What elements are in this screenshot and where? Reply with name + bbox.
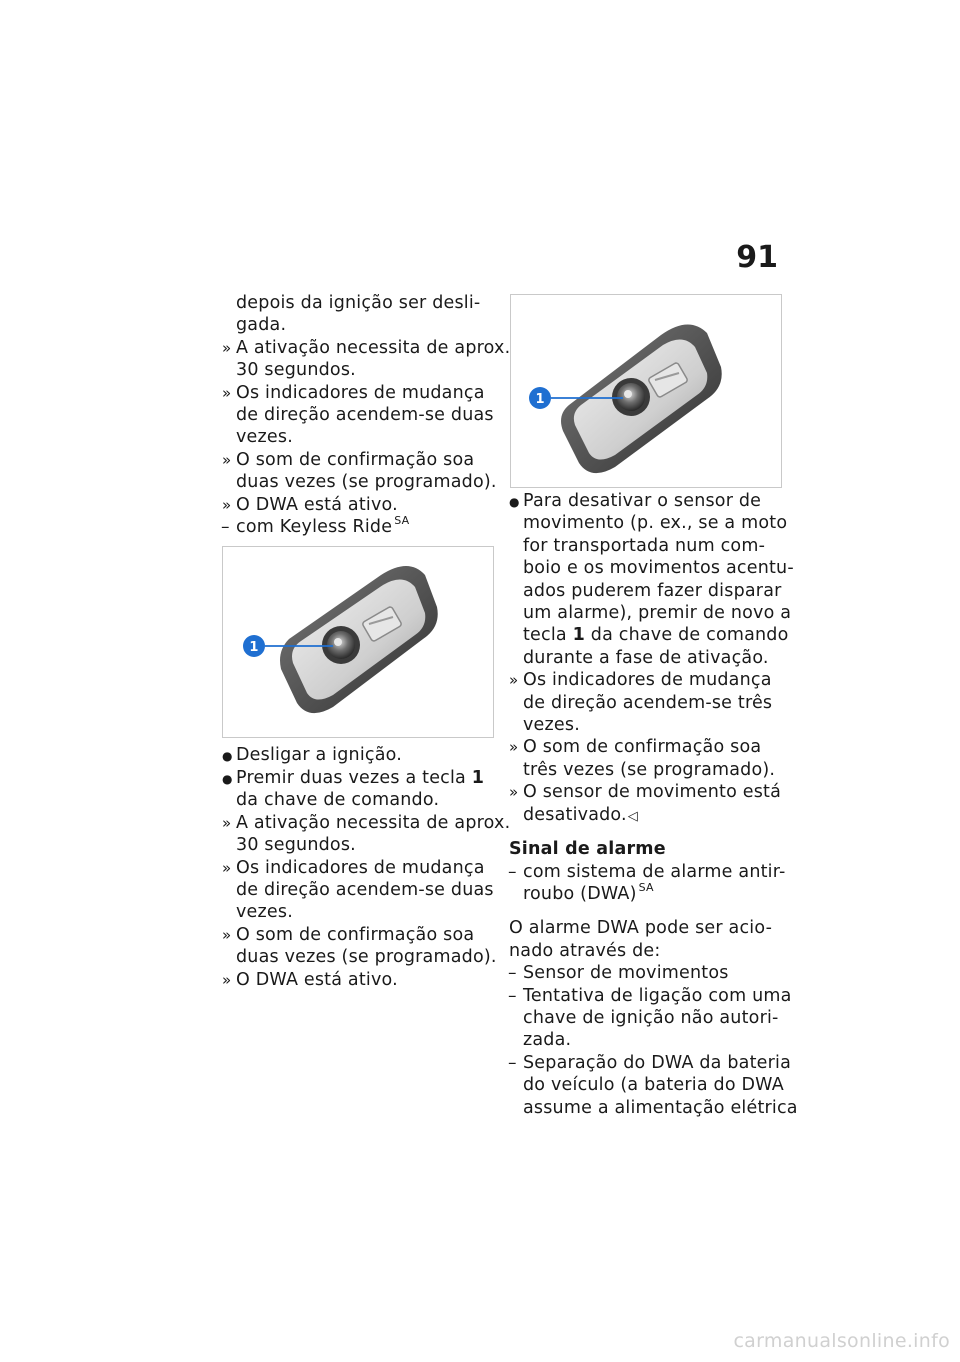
right-sa-lines bbox=[508, 861, 786, 908]
list-marker: » bbox=[509, 783, 519, 802]
line-text: tecla bbox=[523, 625, 573, 646]
text-line bbox=[509, 624, 789, 646]
line-text: O som de confirmação soa bbox=[523, 737, 762, 758]
key-reference: 1 bbox=[471, 767, 485, 788]
line-text: três vezes (se programado). bbox=[523, 759, 776, 780]
line-text: Premir duas vezes a tecla bbox=[236, 767, 472, 788]
line-text: de direção acendem-se três bbox=[523, 692, 773, 713]
text-line bbox=[508, 1052, 792, 1074]
text-line bbox=[222, 449, 494, 471]
line-text: O som de confirmação soa bbox=[236, 924, 475, 945]
callout-label: 1 bbox=[535, 392, 545, 407]
text-line bbox=[509, 512, 788, 534]
left-bottom-lines bbox=[222, 744, 511, 990]
text-line bbox=[509, 669, 781, 691]
sa-superscript: SA bbox=[394, 514, 410, 528]
list-marker: – bbox=[508, 1052, 517, 1073]
line-text: duas vezes (se programado). bbox=[236, 472, 497, 493]
text-line bbox=[509, 557, 794, 579]
line-text: Os indicadores de mudança bbox=[523, 670, 772, 691]
line-text: Os indicadores de mudança bbox=[236, 382, 485, 403]
list-marker: » bbox=[222, 858, 232, 877]
text-line bbox=[509, 1074, 784, 1096]
text-line bbox=[222, 382, 494, 404]
key-fob-illustration bbox=[223, 547, 493, 737]
text-line bbox=[509, 490, 781, 512]
line-text: vezes. bbox=[236, 902, 293, 923]
line-text: A ativação necessita de aprox. bbox=[236, 337, 511, 358]
text-line bbox=[222, 946, 497, 968]
line-text: O som de confirmação soa bbox=[236, 449, 475, 470]
line-text: for transportada num com- bbox=[523, 535, 766, 556]
line-text: movimento (p. ex., se a moto bbox=[523, 513, 788, 534]
line-text: um alarme), premir de novo a bbox=[523, 603, 792, 624]
key-reference: 1 bbox=[572, 625, 585, 646]
text-line bbox=[222, 924, 494, 946]
line-text: de direção acendem-se duas bbox=[236, 879, 494, 900]
text-line bbox=[509, 647, 781, 669]
key-fob-figure-right bbox=[510, 294, 782, 488]
line-text: O DWA está ativo. bbox=[236, 969, 398, 990]
paragraph-line: nado através de: bbox=[509, 940, 661, 961]
line-text: durante a fase de ativação. bbox=[523, 647, 769, 668]
text-line bbox=[509, 535, 781, 557]
line-text: de direção acendem-se duas bbox=[236, 405, 494, 426]
text-line bbox=[222, 471, 497, 493]
line-text: vezes. bbox=[236, 427, 293, 448]
text-line bbox=[509, 580, 781, 602]
line-text: Sensor de movimentos bbox=[523, 963, 729, 984]
list-marker: » bbox=[222, 338, 232, 357]
line-text: do veículo (a bateria do DWA bbox=[523, 1075, 784, 1096]
line-text: gada. bbox=[236, 315, 287, 336]
list-marker: » bbox=[509, 738, 519, 757]
line-text: O DWA está ativo. bbox=[236, 494, 398, 515]
text-line bbox=[508, 861, 786, 883]
text-line bbox=[509, 736, 781, 758]
line-text: roubo (DWA) bbox=[523, 883, 637, 904]
text-line bbox=[222, 857, 494, 879]
list-marker: ● bbox=[222, 749, 233, 764]
keyless-text: com Keyless Ride bbox=[236, 517, 393, 538]
text-line bbox=[509, 602, 792, 624]
keyless-line bbox=[222, 516, 494, 540]
list-marker: » bbox=[222, 970, 232, 989]
line-text: ados puderem fazer disparar bbox=[523, 580, 782, 601]
callout-label: 1 bbox=[249, 640, 259, 656]
line-text: O sensor de movimento está bbox=[523, 782, 782, 803]
list-marker: » bbox=[222, 450, 232, 469]
key-fob-illustration bbox=[511, 295, 781, 487]
paragraph-line: O alarme DWA pode ser acio- bbox=[509, 918, 773, 939]
line-text: duas vezes (se programado). bbox=[236, 947, 497, 968]
line-text: Separação do DWA da bateria bbox=[523, 1052, 792, 1073]
line-text: 30 segundos. bbox=[236, 360, 356, 381]
watermark: carmanualsonline.info bbox=[733, 1330, 950, 1352]
text-line bbox=[222, 337, 511, 359]
text-line bbox=[222, 834, 494, 856]
text-line bbox=[508, 985, 792, 1007]
list-marker: – bbox=[508, 861, 517, 882]
text-line bbox=[222, 767, 494, 789]
text-line bbox=[222, 879, 494, 901]
line-text: desativado. bbox=[523, 804, 627, 825]
line-text: chave de ignição não autori- bbox=[523, 1007, 779, 1028]
text-line bbox=[222, 901, 494, 923]
dash-marker: – bbox=[221, 517, 230, 538]
list-marker: » bbox=[222, 925, 232, 944]
section-heading: Sinal de alarme bbox=[509, 839, 666, 860]
line-text: vezes. bbox=[523, 715, 580, 736]
line-text: boio e os movimentos acentu- bbox=[523, 558, 794, 579]
text-line bbox=[509, 1029, 781, 1051]
fob-button bbox=[617, 383, 645, 411]
text-line bbox=[222, 812, 511, 834]
line-text: Os indicadores de mudança bbox=[236, 857, 485, 878]
right-lines bbox=[509, 490, 794, 828]
list-marker: ● bbox=[222, 771, 233, 786]
text-line bbox=[222, 404, 494, 426]
text-line bbox=[222, 292, 494, 314]
list-marker: – bbox=[508, 985, 517, 1006]
list-marker: » bbox=[222, 813, 232, 832]
line-text: 30 segundos. bbox=[236, 835, 356, 856]
left-column bbox=[221, 292, 511, 991]
line-text: com sistema de alarme antir- bbox=[523, 861, 786, 882]
text-line bbox=[509, 781, 781, 803]
text-line bbox=[222, 789, 494, 811]
text-line bbox=[509, 880, 781, 907]
line-text: Tentativa de ligação com uma bbox=[523, 985, 792, 1006]
text-line bbox=[222, 494, 494, 516]
line-text: assume a alimentação elétrica bbox=[523, 1097, 798, 1118]
text-line bbox=[222, 359, 494, 381]
text-line bbox=[222, 314, 494, 336]
line-text-after: da chave de comando bbox=[585, 625, 789, 646]
list-marker: » bbox=[222, 495, 232, 514]
fob-button bbox=[327, 631, 355, 659]
line-text: Para desativar o sensor de bbox=[523, 491, 762, 511]
text-line bbox=[222, 744, 494, 766]
text-line bbox=[509, 804, 781, 828]
list-marker: ● bbox=[509, 495, 520, 509]
line-text: da chave de comando. bbox=[236, 790, 440, 811]
text-line bbox=[222, 969, 494, 991]
text-line bbox=[509, 1007, 781, 1029]
page-number: 91 bbox=[736, 240, 778, 275]
sa-superscript: SA bbox=[638, 880, 654, 894]
list-marker: » bbox=[509, 671, 519, 690]
line-text: zada. bbox=[523, 1030, 572, 1051]
text-line bbox=[509, 759, 781, 781]
list-marker: » bbox=[222, 383, 232, 402]
text-line bbox=[509, 1097, 798, 1119]
text-line bbox=[222, 426, 494, 448]
text-line bbox=[509, 714, 781, 736]
right-column bbox=[508, 490, 798, 1119]
text-line bbox=[509, 692, 781, 714]
text-line bbox=[509, 962, 781, 984]
end-of-topic-icon: ◁ bbox=[627, 808, 638, 824]
key-fob-figure-left bbox=[222, 546, 494, 738]
right-list-lines bbox=[508, 962, 798, 1119]
list-marker: – bbox=[508, 963, 517, 984]
line-text: depois da ignição ser desli- bbox=[236, 293, 481, 313]
line-text: A ativação necessita de aprox. bbox=[236, 812, 511, 833]
left-top-lines bbox=[222, 292, 511, 516]
line-text: Desligar a ignição. bbox=[236, 745, 402, 766]
